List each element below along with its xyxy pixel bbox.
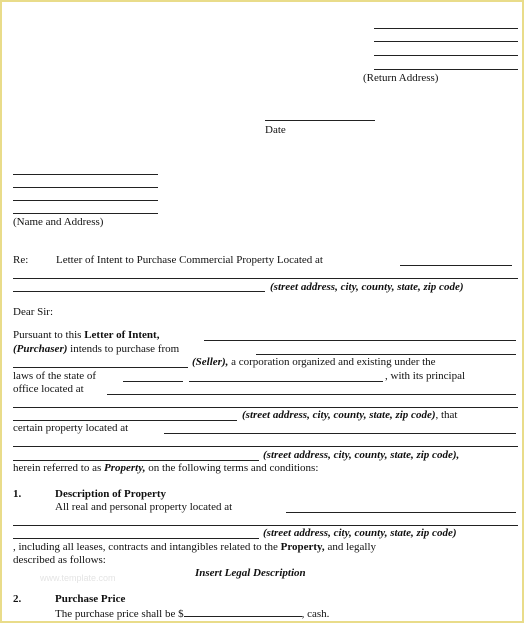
section-1-line1: All real and personal property located at bbox=[55, 501, 233, 513]
date-label: Date bbox=[265, 124, 286, 136]
date-line bbox=[265, 120, 375, 121]
including-tail: and legally bbox=[327, 541, 377, 553]
including-property-term: Property, bbox=[280, 541, 325, 553]
herein-line bbox=[13, 462, 318, 475]
re-address-line-2 bbox=[13, 291, 265, 292]
that-text: , that bbox=[435, 409, 458, 421]
return-address-label: (Return Address) bbox=[363, 72, 439, 84]
re-address-line bbox=[13, 278, 518, 279]
property-address-hint: (street address, city, county, state, zip code), bbox=[263, 449, 460, 461]
including-lead: , including all leases, contracts and intangibles related to the bbox=[13, 541, 278, 553]
recipient-line-4 bbox=[13, 213, 158, 214]
section-2-line bbox=[55, 606, 329, 621]
seller-name-blank-2 bbox=[13, 367, 188, 368]
return-address-line-1 bbox=[374, 28, 518, 29]
property-term: Property, bbox=[104, 462, 146, 474]
return-address-line-3 bbox=[374, 55, 518, 56]
section-1-address-hint: (street address, city, county, state, zip code) bbox=[263, 527, 457, 539]
section-1-location-blank bbox=[286, 512, 516, 513]
salutation: Dear Sir: bbox=[13, 306, 54, 318]
property-location-blank-2 bbox=[13, 446, 518, 447]
watermark-text: www.template.com bbox=[40, 573, 116, 583]
recipient-line-2 bbox=[13, 187, 158, 188]
re-address-hint: (street address, city, county, state, zip code) bbox=[270, 281, 464, 293]
seller-text: a corporation organized and existing under the bbox=[231, 356, 436, 368]
state-blank bbox=[123, 381, 183, 382]
principal-text: , with its principal bbox=[385, 370, 466, 382]
purchaser-label: (Purchaser) bbox=[13, 343, 68, 355]
body-line-1 bbox=[13, 329, 159, 342]
re-subject: Letter of Intent to Purchase Commercial Property Located at bbox=[56, 254, 323, 266]
return-address-line-4 bbox=[374, 69, 518, 70]
recipient-label: (Name and Address) bbox=[13, 216, 104, 228]
property-location-blank-3 bbox=[13, 460, 259, 461]
laws-text: laws of the state of bbox=[13, 370, 97, 382]
letter-of-intent-term: Letter of Intent, bbox=[84, 329, 160, 341]
price-lead: The purchase price shall be $ bbox=[55, 608, 184, 620]
return-address-line-2 bbox=[374, 41, 518, 42]
section-2-number: 2. bbox=[13, 593, 22, 605]
section-2-heading: Purchase Price bbox=[55, 593, 126, 605]
body-line-3 bbox=[192, 356, 436, 369]
purchaser-name-blank bbox=[204, 340, 516, 341]
office-address-hint: (street address, city, county, state, zip code) bbox=[242, 409, 436, 421]
section-1-address-blank bbox=[13, 525, 518, 526]
price-blank bbox=[184, 606, 302, 617]
office-address-blank bbox=[107, 394, 516, 395]
re-location-blank bbox=[400, 265, 512, 266]
body-line-2 bbox=[13, 343, 179, 356]
herein-lead: herein referred to as bbox=[13, 462, 102, 474]
price-tail: , cash. bbox=[301, 608, 330, 620]
certain-text: certain property located at bbox=[13, 422, 129, 434]
body-line-address bbox=[242, 409, 457, 422]
property-location-blank bbox=[164, 433, 516, 434]
section-1-described: described as follows: bbox=[13, 554, 106, 566]
purchase-text: intends to purchase from bbox=[70, 343, 180, 355]
office-text: office located at bbox=[13, 383, 84, 395]
state-blank-2 bbox=[189, 381, 383, 382]
legal-description-placeholder: Insert Legal Description bbox=[195, 567, 306, 579]
body-lead: Pursuant to this bbox=[13, 329, 82, 341]
office-address-blank-2 bbox=[13, 407, 518, 408]
seller-label: (Seller), bbox=[192, 356, 229, 368]
section-1-heading: Description of Property bbox=[55, 488, 166, 500]
section-1-number: 1. bbox=[13, 488, 22, 500]
seller-name-blank bbox=[256, 354, 516, 355]
recipient-line-3 bbox=[13, 200, 158, 201]
recipient-line-1 bbox=[13, 174, 158, 175]
re-prefix: Re: bbox=[13, 254, 29, 266]
herein-tail: on the following terms and conditions: bbox=[148, 462, 319, 474]
section-1-address-blank-2 bbox=[13, 538, 259, 539]
office-address-blank-3 bbox=[13, 420, 237, 421]
section-1-including bbox=[13, 541, 376, 554]
